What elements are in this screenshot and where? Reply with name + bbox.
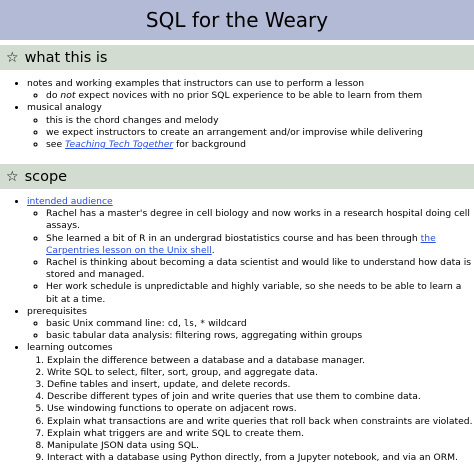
section-heading-what: what this is [24, 49, 108, 66]
list-item: 5. Use windowing functions to operate on adjacent rows. [47, 403, 474, 415]
list-item: ◦ we expect instructors to create an arrangement and/or improvise while delivering [46, 127, 474, 139]
list-item: ◦ Rachel is thinking about becoming a data scientist and would like to understand how data is stored and managed. [46, 257, 474, 281]
list-item: ◦ Her work schedule is unpredictable and highly variable, so she needs to be able to learn a bit at a time. [46, 281, 474, 305]
list-item: 3. Define tables and insert, update, and delete records. [47, 379, 474, 391]
list-item: • notes and working examples that instructors can use to perform a lesson ◦ do not expect novices with no prior SQL experience to be able to learn from them [27, 78, 474, 102]
section-header-what [0, 45, 474, 70]
section-heading-scope: scope [24, 168, 68, 185]
list-item: ◦ do not expect novices with no prior SQL experience to be able to learn from them [46, 90, 474, 102]
list-item: ◦ She learned a bit of R in an undergrad biostatistics course and has been through the Carpentries lesson on the Unix shell. [46, 233, 474, 257]
list-item: • prerequisites ◦ basic Unix command line: cd, ls, * wildcard ◦ basic tabular data analysis: filtering rows, aggregating within groups [27, 306, 474, 343]
link-carpentries-unix-shell[interactable]: the Carpentries lesson on the Unix shell [46, 232, 436, 256]
list-item: 6. Explain what transactions are and write queries that roll back when constraints are violated. [47, 416, 474, 428]
list-item: 2. Write SQL to select, filter, sort, group, and aggregate data. [47, 367, 474, 379]
link-intended-audience[interactable]: intended audience [27, 196, 113, 207]
list-item: 8. Manipulate JSON data using SQL. [47, 440, 474, 452]
link-teaching-tech-together[interactable]: Teaching Tech Together [65, 139, 174, 151]
list-item: • musical analogy ◦ this is the chord changes and melody ◦ we expect instructors to create an arrangement and/or improvise while delivering ◦ see Teaching Tech Together for background [27, 102, 474, 151]
page-title-bar [0, 0, 474, 40]
section-body-what [0, 78, 474, 151]
list-item: 1. Explain the difference between a database and a database manager. [47, 355, 474, 367]
list-item: 9. Interact with a database using Python directly, from a Jupyter notebook, and via an ORM. [47, 452, 474, 464]
list-item: ◦ basic Unix command line: cd, ls, * wildcard [46, 318, 474, 330]
section-header-scope [0, 164, 474, 189]
list-item: • learning outcomes 1. Explain the difference between a database and a database manager. 2. Write SQL to select, filter, sort, group, and aggregate data. 3. Define tables and insert, update, and delete records. 4. Describe different types of join and write queries that use them to combine data. 5. Use windowing functions to operate on adjacent rows. 6. Explain what transactions are and write queries that roll back when constraints are violated. 7. Explain what triggers are and write SQL to create them. 8. Manipulate JSON data using SQL. 9. Interact with a database using Python directly, from a Jupyter notebook, and via an ORM. [27, 342, 474, 464]
section-body-scope [0, 196, 474, 464]
list-item: ◦ Rachel has a master's degree in cell biology and now works in a research hospital doing cell assays. [46, 208, 474, 232]
list-item [27, 196, 474, 306]
list-item: 7. Explain what triggers are and write SQL to create them. [47, 428, 474, 440]
list-item: ◦ basic tabular data analysis: filtering rows, aggregating within groups [46, 330, 474, 342]
list-item: ◦ see Teaching Tech Together for background [46, 139, 474, 151]
page-title: SQL for the Weary [145, 8, 329, 32]
list-item: ◦ this is the chord changes and melody [46, 115, 474, 127]
list-item: 4. Describe different types of join and write queries that use them to combine data. [47, 391, 474, 403]
star-outline-icon: ☆ [6, 49, 19, 66]
star-outline-icon: ☆ [6, 168, 19, 185]
